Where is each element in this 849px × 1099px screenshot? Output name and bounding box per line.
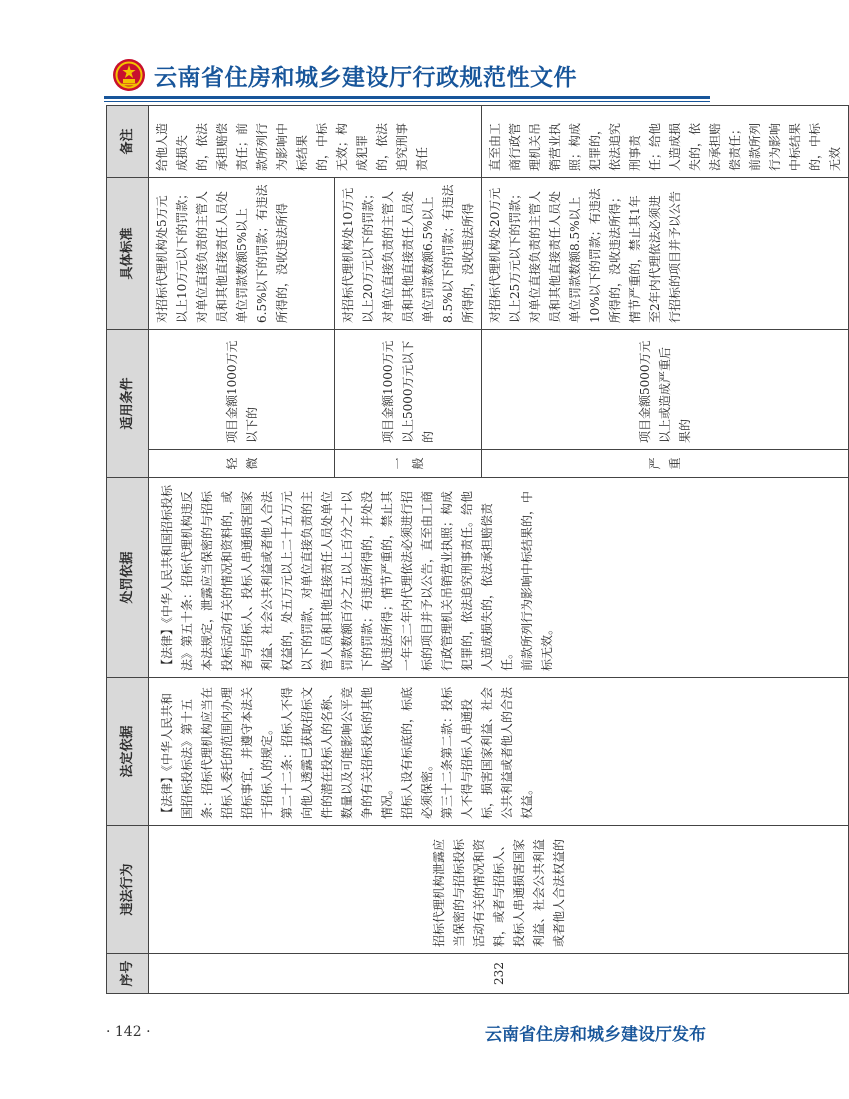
header-violation: 违法行为 bbox=[107, 826, 149, 954]
header-seq: 序号 bbox=[107, 954, 149, 994]
page-header bbox=[112, 55, 577, 95]
remark-cell: 直至由工商行政管理机关吊销营业执照；构成犯罪的，依法追究刑事责任；给他人造成损失的，依法承担赔偿责任；前款所列行为影响中标结果的，中标无效 bbox=[482, 105, 849, 177]
header-condition: 适用条件 bbox=[107, 329, 149, 477]
level-label: 一般 bbox=[335, 450, 482, 478]
penalty-standard-table bbox=[106, 105, 849, 994]
header-legal-basis: 法定依据 bbox=[107, 678, 149, 826]
penalty-basis-paragraph: 前款所列行为影响中标结果的，中标无效。 bbox=[520, 490, 554, 671]
header-remark: 备注 bbox=[107, 105, 149, 177]
legal-basis-paragraph: 第二十二条：招标人不得向他人透露已获取招标文件的潜在投标人的名称、数量以及可能影响公平竞争的有关招标投标的其他情况。 bbox=[280, 686, 394, 819]
table-row bbox=[149, 105, 335, 993]
page-number: · 142 · bbox=[106, 1024, 151, 1040]
standard-cell: 对招标代理机构处20万元以上25万元以下的罚款；对单位直接负责的主管人员和其他直接责任人员处单位罚款数额8.5%以上10%以下的罚款；有违法所得的，没收违法所得；情节严重的，禁止其1年至2年内代理依法必须进行招标的项目并予以公告 bbox=[482, 177, 849, 329]
header-rule-thin bbox=[104, 101, 710, 102]
level-label: 轻微 bbox=[149, 450, 335, 478]
penalty-basis-paragraph: 【法律】《中华人民共和国招标投标法》第五十条：招标代理机构违反本法规定，泄露应当保密的与招标投标活动有关的情况和资料的，或者与招标人、投标人串通损害国家利益、社会公共利益或者他人合法权益的，处五万元以上二十五万元以下的罚款，对单位直接负责的主管人员和其他直接责任人员处单位罚款数额百分之五以上百分之十以下的罚款；有违法所得的，并处没收违法所得；情节严重的，禁止其一年至二年内代理依法必须进行招标的项目并予以公告，直至由工商行政管理机关吊销营业执照；构成犯罪的，依法追究刑事责任。给他人造成损失的，依法承担赔偿责任。 bbox=[160, 484, 514, 671]
seq-number: 232 bbox=[149, 954, 849, 994]
header-standard: 具体标准 bbox=[107, 177, 149, 329]
header-penalty-basis: 处罚依据 bbox=[107, 478, 149, 678]
rotated-table-container bbox=[106, 106, 842, 994]
publisher-label: 云南省住房和城乡建设厅发布 bbox=[485, 1025, 706, 1045]
level-label: 严重 bbox=[482, 450, 849, 478]
legal-basis-paragraph: 第三十二条第二款：投标人不得与招标人串通投标，损害国家利益、社会公共利益或者他人的合法权益。 bbox=[440, 686, 534, 819]
condition-cell: 项目金额1000万元以上5000万元以下的 bbox=[335, 329, 482, 449]
remark-cell: 给他人造成损失的，依法承担赔偿责任；前款所列行为影响中标结果的，中标无效；构成犯罪的，依法追究刑事责任 bbox=[149, 105, 482, 177]
page-title: 云南省住房和城乡建设厅行政规范性文件 bbox=[154, 64, 577, 91]
condition-cell: 项目金额1000万元以下的 bbox=[149, 329, 335, 449]
legal-basis-paragraph: 招标人设有标底的，标底必须保密。 bbox=[400, 686, 434, 819]
penalty-basis-cell bbox=[149, 478, 849, 678]
violation-cell: 招标代理机构泄露应当保密的与招标投标活动有关的情况和资料，或者与招标人、投标人串通损害国家利益、社会公共利益或者他人合法权益的 bbox=[149, 826, 849, 954]
header-rule bbox=[104, 96, 710, 99]
legal-basis-cell bbox=[149, 678, 849, 826]
national-emblem-icon bbox=[112, 58, 146, 92]
standard-cell: 对招标代理机构处10万元以上20万元以下的罚款；对单位直接负责的主管人员和其他直接责任人员处单位罚款数额6.5%以上8.5%以下的罚款；有违法所得的，没收违法所得 bbox=[335, 177, 482, 329]
table-header-row bbox=[107, 105, 149, 993]
condition-cell: 项目金额5000万元以上或造成严重后果的 bbox=[482, 329, 849, 449]
standard-cell: 对招标代理机构处5万元以上10万元以下的罚款；对单位直接负责的主管人员和其他直接责任人员处单位罚款数额5%以上6.5%以下的罚款；有违法所得的，没收违法所得 bbox=[149, 177, 335, 329]
legal-basis-paragraph: 【法律】《中华人民共和国招标投标法》第十五条：招标代理机构应当在招标人委托的范围内办理招标事宜，并遵守本法关于招标人的规定。 bbox=[160, 686, 274, 819]
